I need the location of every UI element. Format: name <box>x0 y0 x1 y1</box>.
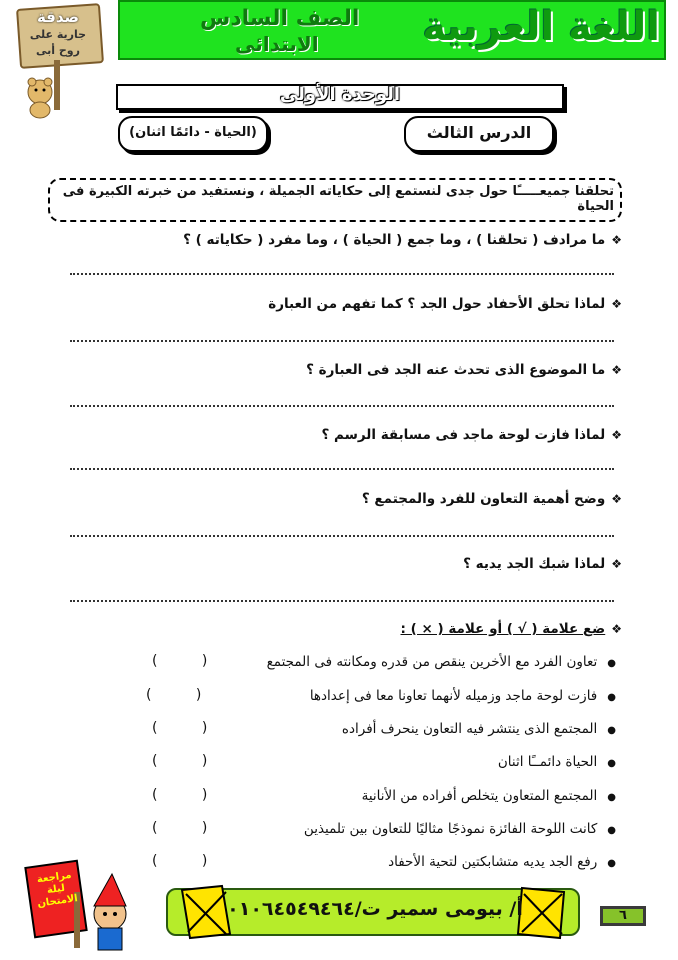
answer-parens[interactable]: ( ) <box>152 853 228 869</box>
sign-line-1: صدقة <box>36 8 80 26</box>
tf-item: ●تعاون الفرد مع الأخرين ينقص من قدره ومكانته فى المجتمع <box>266 654 616 670</box>
diamond-bullet-icon: ❖ <box>611 428 622 442</box>
charity-sign <box>12 0 104 120</box>
answer-line[interactable] <box>70 273 614 275</box>
mascot-sign-text: مراجعة ليلة الامتحان <box>36 869 79 910</box>
grade-line-2: الابتدائى <box>235 32 319 56</box>
bullet-icon: ● <box>607 858 616 869</box>
bullet-icon: ● <box>607 758 616 769</box>
question-1: ❖ما مرادف ( تحلقنا ) ، وما جمع ( الحياة ) ، وما مفرد ( حكاياته ) ؟ <box>183 232 622 248</box>
tf-item: ●فازت لوحة ماجد وزميله لأنهما تعاونا معا فى إعدادها <box>309 688 616 704</box>
grade-line-1: الصف السادس <box>200 6 360 31</box>
question-5: ❖وضح أهمية التعاون للفرد والمجتمع ؟ <box>361 491 622 507</box>
diamond-bullet-icon: ❖ <box>611 622 622 636</box>
tf-item: ●رفع الجد يديه متشابكتين لتحية الأحفاد <box>388 854 616 870</box>
unit-title: الوحدة الأولى <box>279 84 401 105</box>
tf-item: ●المجتمع الذى ينتشر فيه التعاون ينحرف أفراده <box>341 721 616 737</box>
bullet-icon: ● <box>607 792 616 803</box>
bullet-icon: ● <box>607 658 616 669</box>
question-4: ❖لماذا فازت لوحة ماجد فى مسابقة الرسم ؟ <box>321 427 622 443</box>
answer-parens[interactable]: ( ) <box>152 720 228 736</box>
question-2: ❖لماذا تحلق الأحفاد حول الجد ؟ كما تفهم من العبارة <box>268 296 622 312</box>
diamond-bullet-icon: ❖ <box>611 233 622 247</box>
answer-parens[interactable]: ( ) <box>152 653 228 669</box>
sign-line-2: جارية على <box>29 28 87 41</box>
author-credit: أ/ بيومى سمير ت/٠١٠٦٤٥٤٩٤٦٤ <box>227 898 523 920</box>
bullet-icon: ● <box>607 825 616 836</box>
question-6: ❖لماذا شبك الجد يديه ؟ <box>463 556 622 572</box>
bullet-icon: ● <box>607 692 616 703</box>
answer-line[interactable] <box>70 405 614 407</box>
lesson-name: (الحياة - دائمًا اثنان) <box>118 116 268 152</box>
bullet-icon: ● <box>607 725 616 736</box>
answer-line[interactable] <box>70 600 614 602</box>
answer-parens[interactable]: ( ) <box>152 753 228 769</box>
sign-line-3: روح أبى <box>36 44 80 57</box>
bear-icon <box>12 0 104 120</box>
answer-line[interactable] <box>70 340 614 342</box>
answer-parens[interactable]: ( ) <box>152 820 228 836</box>
answer-parens[interactable]: ( ) <box>146 687 222 703</box>
intro-text: تحلقنا جميعـــــًا حول جدى لنستمع إلى حكاياته الجميلة ، ونستفيد من خبرته الكبيرة فى الحياة <box>62 184 614 214</box>
subject-title: اللغة العربية <box>422 4 660 50</box>
answer-parens[interactable]: ( ) <box>152 787 228 803</box>
diamond-bullet-icon: ❖ <box>611 557 622 571</box>
answer-line[interactable] <box>70 535 614 537</box>
tf-item: ●كانت اللوحة الفائزة نموذجًا مثاليًا للتعاون بين تلميذين <box>303 821 616 837</box>
tf-item: ●المجتمع المتعاون يتخلص أفراده من الأنانية <box>361 788 616 804</box>
mascot-illustration <box>22 852 148 954</box>
lesson-number: الدرس الثالث <box>404 116 554 152</box>
diamond-bullet-icon: ❖ <box>611 297 622 311</box>
diamond-bullet-icon: ❖ <box>611 492 622 506</box>
diamond-bullet-icon: ❖ <box>611 363 622 377</box>
tf-item: ●الحياة دائمــًا اثنان <box>497 754 616 770</box>
answer-line[interactable] <box>70 468 614 470</box>
page-number: ٦ <box>600 906 646 926</box>
question-3: ❖ما الموضوع الذى تحدث عنه الجد فى العبارة ؟ <box>306 362 622 378</box>
tf-instruction: ❖ضع علامة ( √ ) أو علامة ( × ) : <box>400 621 622 637</box>
